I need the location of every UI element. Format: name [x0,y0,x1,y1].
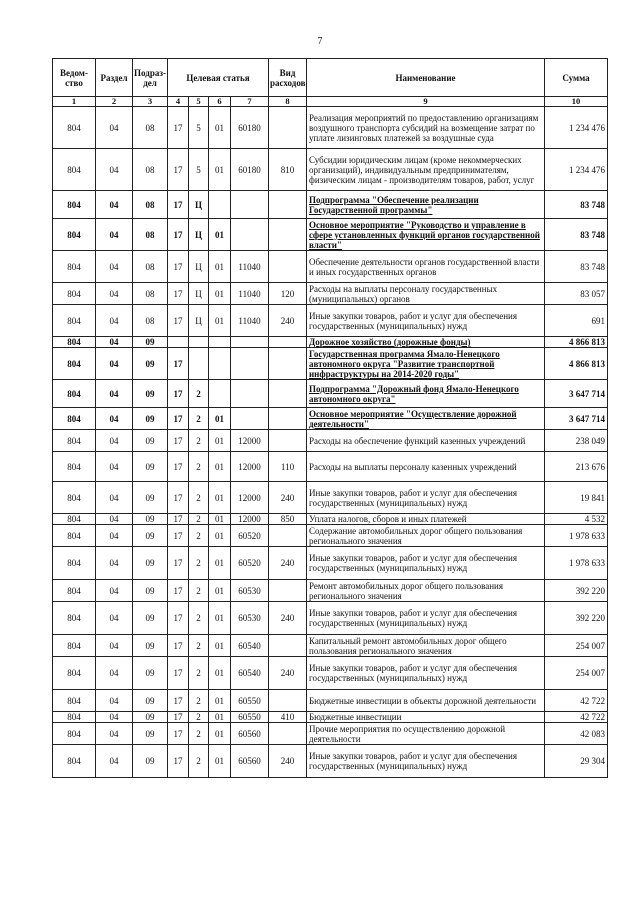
target-program-cell: 17 [168,380,189,408]
target-program-cell: 17 [168,602,189,635]
target-activity-cell: 01 [209,107,231,149]
target-subprogram-cell: 2 [189,635,209,657]
target-program-cell: 17 [168,251,189,283]
expense-type-cell [269,580,307,602]
target-program-cell: 17 [168,219,189,251]
column-number: 5 [189,97,209,107]
header-naimenovanie: Наименование [307,59,545,97]
podrazdel-cell: 08 [133,149,168,191]
column-number: 2 [96,97,133,107]
expense-type-cell: 240 [269,745,307,778]
target-subprogram-cell: 2 [189,580,209,602]
vedomstvo-cell: 804 [53,690,96,712]
vedomstvo-cell: 804 [53,745,96,778]
amount-cell: 4 866 813 [545,348,608,380]
amount-cell: 83 748 [545,251,608,283]
header-podrazdel: Подраз-дел [133,59,168,97]
razdel-cell: 04 [96,602,133,635]
podrazdel-cell: 09 [133,430,168,452]
table-row [53,305,608,337]
expense-type-cell [269,337,307,348]
amount-cell: 4 866 813 [545,337,608,348]
target-activity-cell: 01 [209,745,231,778]
amount-cell: 1 234 476 [545,149,608,191]
razdel-cell: 04 [96,482,133,514]
target-activity-cell: 01 [209,712,231,723]
razdel-cell: 04 [96,547,133,580]
name-cell: Подпрограмма "Дорожный фонд Ямало-Ненецкого автономного округа" [307,380,545,408]
target-activity-cell: 01 [209,514,231,525]
table-row [53,337,608,348]
column-number-row [53,97,608,107]
name-cell: Иные закупки товаров, работ и услуг для обеспечения государственных (муниципальных) нужд [307,657,545,690]
expense-type-cell [269,408,307,430]
podrazdel-cell: 08 [133,107,168,149]
table-row [53,525,608,547]
target-direction-cell: 60550 [231,712,269,723]
target-subprogram-cell: 2 [189,482,209,514]
table-row [53,149,608,191]
podrazdel-cell: 08 [133,283,168,305]
podrazdel-cell: 09 [133,514,168,525]
target-activity-cell: 01 [209,251,231,283]
target-subprogram-cell: 2 [189,452,209,482]
table-row [53,482,608,514]
table-row [53,283,608,305]
podrazdel-cell: 09 [133,657,168,690]
expense-type-cell: 240 [269,602,307,635]
razdel-cell: 04 [96,337,133,348]
vedomstvo-cell: 804 [53,452,96,482]
razdel-cell: 04 [96,305,133,337]
target-activity-cell [209,191,231,219]
target-activity-cell [209,337,231,348]
podrazdel-cell: 09 [133,580,168,602]
name-cell: Реализация мероприятий по предоставлению организациям воздушного транспорта субсидий на возмещение затрат по уплате лизинговых платежей за воздушные суда [307,107,545,149]
podrazdel-cell: 09 [133,723,168,745]
razdel-cell: 04 [96,191,133,219]
podrazdel-cell: 09 [133,452,168,482]
target-program-cell: 17 [168,149,189,191]
amount-cell: 42 722 [545,690,608,712]
column-number: 10 [545,97,608,107]
vedomstvo-cell: 804 [53,251,96,283]
target-activity-cell: 01 [209,482,231,514]
target-subprogram-cell: Ц [189,191,209,219]
vedomstvo-cell: 804 [53,482,96,514]
target-subprogram-cell: 2 [189,690,209,712]
target-subprogram-cell: Ц [189,219,209,251]
podrazdel-cell: 08 [133,219,168,251]
amount-cell: 691 [545,305,608,337]
razdel-cell: 04 [96,380,133,408]
target-subprogram-cell [189,337,209,348]
column-number: 7 [231,97,269,107]
page-number: 7 [317,36,323,47]
target-subprogram-cell: Ц [189,283,209,305]
target-direction-cell: 12000 [231,514,269,525]
vedomstvo-cell: 804 [53,337,96,348]
target-program-cell: 17 [168,191,189,219]
podrazdel-cell: 08 [133,305,168,337]
target-direction-cell: 60560 [231,745,269,778]
amount-cell: 1 978 633 [545,525,608,547]
name-cell: Государственная программа Ямало-Ненецкого автономного округа "Развитие транспортной инфраструктуры на 2014-2020 годы" [307,348,545,380]
table-row [53,712,608,723]
target-subprogram-cell: 2 [189,657,209,690]
expense-type-cell [269,191,307,219]
header-celevaya: Целевая статья [168,59,269,97]
podrazdel-cell: 09 [133,408,168,430]
name-cell: Основное мероприятие "Руководство и управление в сфере установленных функций органов государственной власти" [307,219,545,251]
target-program-cell: 17 [168,745,189,778]
table-row [53,430,608,452]
target-activity-cell: 01 [209,430,231,452]
vedomstvo-cell: 804 [53,380,96,408]
razdel-cell: 04 [96,107,133,149]
target-direction-cell: 60540 [231,635,269,657]
amount-cell: 83 748 [545,191,608,219]
razdel-cell: 04 [96,580,133,602]
column-number: 3 [133,97,168,107]
vedomstvo-cell: 804 [53,723,96,745]
vedomstvo-cell: 804 [53,657,96,690]
column-number: 4 [168,97,189,107]
target-activity-cell: 01 [209,635,231,657]
vedomstvo-cell: 804 [53,305,96,337]
target-activity-cell: 01 [209,602,231,635]
expense-type-cell [269,723,307,745]
amount-cell: 254 007 [545,657,608,690]
expense-type-cell [269,219,307,251]
table-row [53,745,608,778]
vedomstvo-cell: 804 [53,514,96,525]
expense-type-cell: 850 [269,514,307,525]
expense-type-cell: 240 [269,305,307,337]
target-direction-cell [231,191,269,219]
column-number: 8 [269,97,307,107]
podrazdel-cell: 09 [133,690,168,712]
amount-cell: 213 676 [545,452,608,482]
amount-cell: 254 007 [545,635,608,657]
target-program-cell: 17 [168,408,189,430]
podrazdel-cell: 09 [133,348,168,380]
target-program-cell: 17 [168,657,189,690]
expense-type-cell: 240 [269,657,307,690]
target-activity-cell: 01 [209,219,231,251]
expense-type-cell [269,348,307,380]
vedomstvo-cell: 804 [53,149,96,191]
razdel-cell: 04 [96,514,133,525]
expense-type-cell: 810 [269,149,307,191]
vedomstvo-cell: 804 [53,430,96,452]
podrazdel-cell: 09 [133,745,168,778]
razdel-cell: 04 [96,149,133,191]
table-row [53,408,608,430]
header-vid: Вид расходов [269,59,307,97]
podrazdel-cell: 09 [133,337,168,348]
table-row [53,580,608,602]
target-subprogram-cell: 2 [189,525,209,547]
target-activity-cell [209,348,231,380]
expense-type-cell [269,251,307,283]
expense-type-cell: 240 [269,482,307,514]
target-direction-cell: 60550 [231,690,269,712]
name-cell: Уплата налогов, сборов и иных платежей [307,514,545,525]
target-program-cell: 17 [168,635,189,657]
table-row [53,380,608,408]
target-direction-cell: 12000 [231,430,269,452]
name-cell: Основное мероприятие "Осуществление дорожной деятельности" [307,408,545,430]
header-vedomstvo: Ведом-ство [53,59,96,97]
vedomstvo-cell: 804 [53,712,96,723]
expense-type-cell: 240 [269,547,307,580]
target-program-cell: 17 [168,580,189,602]
target-program-cell: 17 [168,430,189,452]
expense-type-cell [269,107,307,149]
target-direction-cell [231,408,269,430]
razdel-cell: 04 [96,251,133,283]
amount-cell: 3 647 714 [545,380,608,408]
razdel-cell: 04 [96,723,133,745]
header-row [53,59,608,97]
podrazdel-cell: 09 [133,482,168,514]
table-row [53,251,608,283]
target-direction-cell: 11040 [231,283,269,305]
target-activity-cell: 01 [209,283,231,305]
target-program-cell: 17 [168,547,189,580]
name-cell: Бюджетные инвестиции в объекты дорожной деятельности [307,690,545,712]
target-direction-cell: 60530 [231,602,269,635]
name-cell: Расходы на обеспечение функций казенных учреждений [307,430,545,452]
target-activity-cell: 01 [209,723,231,745]
name-cell: Иные закупки товаров, работ и услуг для обеспечения государственных (муниципальных) нужд [307,305,545,337]
target-subprogram-cell: 5 [189,107,209,149]
target-subprogram-cell: 2 [189,602,209,635]
name-cell: Иные закупки товаров, работ и услуг для обеспечения государственных (муниципальных) нужд [307,602,545,635]
name-cell: Дорожное хозяйство (дорожные фонды) [307,337,545,348]
target-subprogram-cell: 2 [189,514,209,525]
target-direction-cell: 60520 [231,547,269,580]
razdel-cell: 04 [96,712,133,723]
target-program-cell: 17 [168,723,189,745]
vedomstvo-cell: 804 [53,525,96,547]
name-cell: Обеспечение деятельности органов государственной власти и иных государственных органов [307,251,545,283]
target-subprogram-cell: 5 [189,149,209,191]
name-cell: Капитальный ремонт автомобильных дорог общего пользования регионального значения [307,635,545,657]
target-subprogram-cell: Ц [189,305,209,337]
target-subprogram-cell: 2 [189,547,209,580]
vedomstvo-cell: 804 [53,348,96,380]
target-subprogram-cell: 2 [189,712,209,723]
razdel-cell: 04 [96,219,133,251]
amount-cell: 1 234 476 [545,107,608,149]
target-direction-cell [231,348,269,380]
name-cell: Прочие мероприятия по осуществлению дорожной деятельности [307,723,545,745]
target-activity-cell: 01 [209,305,231,337]
target-direction-cell: 60180 [231,149,269,191]
target-activity-cell: 01 [209,690,231,712]
table-row [53,191,608,219]
razdel-cell: 04 [96,690,133,712]
expense-type-cell [269,690,307,712]
target-direction-cell: 60520 [231,525,269,547]
name-cell: Расходы на выплаты персоналу казенных учреждений [307,452,545,482]
target-activity-cell: 01 [209,547,231,580]
target-direction-cell: 12000 [231,482,269,514]
amount-cell: 3 647 714 [545,408,608,430]
amount-cell: 42 722 [545,712,608,723]
expense-type-cell [269,430,307,452]
name-cell: Ремонт автомобильных дорог общего пользования регионального значения [307,580,545,602]
target-program-cell: 17 [168,690,189,712]
name-cell: Содержание автомобильных дорог общего пользования регионального значения [307,525,545,547]
header-summa: Сумма [545,59,608,97]
target-program-cell: 17 [168,514,189,525]
expense-type-cell [269,525,307,547]
target-direction-cell: 60560 [231,723,269,745]
amount-cell: 392 220 [545,580,608,602]
vedomstvo-cell: 804 [53,191,96,219]
target-program-cell: 17 [168,482,189,514]
target-program-cell: 17 [168,712,189,723]
vedomstvo-cell: 804 [53,283,96,305]
target-activity-cell [209,380,231,408]
podrazdel-cell: 09 [133,602,168,635]
target-program-cell: 17 [168,525,189,547]
table-row [53,690,608,712]
target-activity-cell: 01 [209,149,231,191]
name-cell: Бюджетные инвестиции [307,712,545,723]
razdel-cell: 04 [96,745,133,778]
target-program-cell: 17 [168,283,189,305]
target-direction-cell [231,337,269,348]
target-direction-cell: 60540 [231,657,269,690]
target-activity-cell: 01 [209,525,231,547]
razdel-cell: 04 [96,452,133,482]
table-row [53,602,608,635]
vedomstvo-cell: 804 [53,602,96,635]
amount-cell: 19 841 [545,482,608,514]
target-program-cell: 17 [168,348,189,380]
target-direction-cell: 60180 [231,107,269,149]
column-number: 9 [307,97,545,107]
target-direction-cell: 60530 [231,580,269,602]
target-activity-cell: 01 [209,452,231,482]
target-subprogram-cell: 2 [189,723,209,745]
vedomstvo-cell: 804 [53,580,96,602]
target-direction-cell: 11040 [231,251,269,283]
podrazdel-cell: 08 [133,251,168,283]
name-cell: Иные закупки товаров, работ и услуг для обеспечения государственных (муниципальных) нужд [307,482,545,514]
razdel-cell: 04 [96,408,133,430]
column-number: 6 [209,97,231,107]
amount-cell: 392 220 [545,602,608,635]
name-cell: Подпрограмма "Обеспечение реализации Государственной программы" [307,191,545,219]
target-subprogram-cell: 2 [189,380,209,408]
razdel-cell: 04 [96,525,133,547]
target-direction-cell [231,219,269,251]
target-subprogram-cell [189,348,209,380]
table-row [53,452,608,482]
target-subprogram-cell: 2 [189,430,209,452]
target-activity-cell: 01 [209,580,231,602]
table-row [53,514,608,525]
amount-cell: 42 083 [545,723,608,745]
podrazdel-cell: 09 [133,547,168,580]
amount-cell: 83 748 [545,219,608,251]
table-row [53,723,608,745]
target-program-cell: 17 [168,452,189,482]
table-row [53,547,608,580]
podrazdel-cell: 09 [133,635,168,657]
vedomstvo-cell: 804 [53,107,96,149]
target-program-cell: 17 [168,305,189,337]
table-row [53,657,608,690]
vedomstvo-cell: 804 [53,547,96,580]
target-direction-cell [231,380,269,408]
razdel-cell: 04 [96,348,133,380]
expense-type-cell [269,635,307,657]
razdel-cell: 04 [96,635,133,657]
target-activity-cell: 01 [209,408,231,430]
column-number: 1 [53,97,96,107]
vedomstvo-cell: 804 [53,219,96,251]
expense-type-cell: 120 [269,283,307,305]
expense-type-cell: 410 [269,712,307,723]
target-direction-cell: 12000 [231,452,269,482]
expense-type-cell: 110 [269,452,307,482]
name-cell: Расходы на выплаты персоналу государственных (муниципальных) органов [307,283,545,305]
name-cell: Иные закупки товаров, работ и услуг для обеспечения государственных (муниципальных) нужд [307,745,545,778]
razdel-cell: 04 [96,430,133,452]
table-row [53,219,608,251]
target-program-cell [168,337,189,348]
podrazdel-cell: 09 [133,525,168,547]
budget-table [52,58,608,778]
razdel-cell: 04 [96,657,133,690]
target-subprogram-cell: 2 [189,745,209,778]
amount-cell: 1 978 633 [545,547,608,580]
target-direction-cell: 11040 [231,305,269,337]
podrazdel-cell: 09 [133,712,168,723]
amount-cell: 29 304 [545,745,608,778]
amount-cell: 83 057 [545,283,608,305]
razdel-cell: 04 [96,283,133,305]
amount-cell: 238 049 [545,430,608,452]
table-row [53,107,608,149]
expense-type-cell [269,380,307,408]
table-row [53,348,608,380]
name-cell: Субсидии юридическим лицам (кроме некоммерческих организаций), индивидуальным предпринимателям, физическим лицам - производителям товаров, работ, услуг [307,149,545,191]
podrazdel-cell: 08 [133,191,168,219]
table-row [53,635,608,657]
amount-cell: 4 532 [545,514,608,525]
vedomstvo-cell: 804 [53,635,96,657]
target-subprogram-cell: 2 [189,408,209,430]
target-subprogram-cell: Ц [189,251,209,283]
podrazdel-cell: 09 [133,380,168,408]
header-razdel: Раздел [96,59,133,97]
target-program-cell: 17 [168,107,189,149]
target-activity-cell: 01 [209,657,231,690]
vedomstvo-cell: 804 [53,408,96,430]
name-cell: Иные закупки товаров, работ и услуг для обеспечения государственных (муниципальных) нужд [307,547,545,580]
